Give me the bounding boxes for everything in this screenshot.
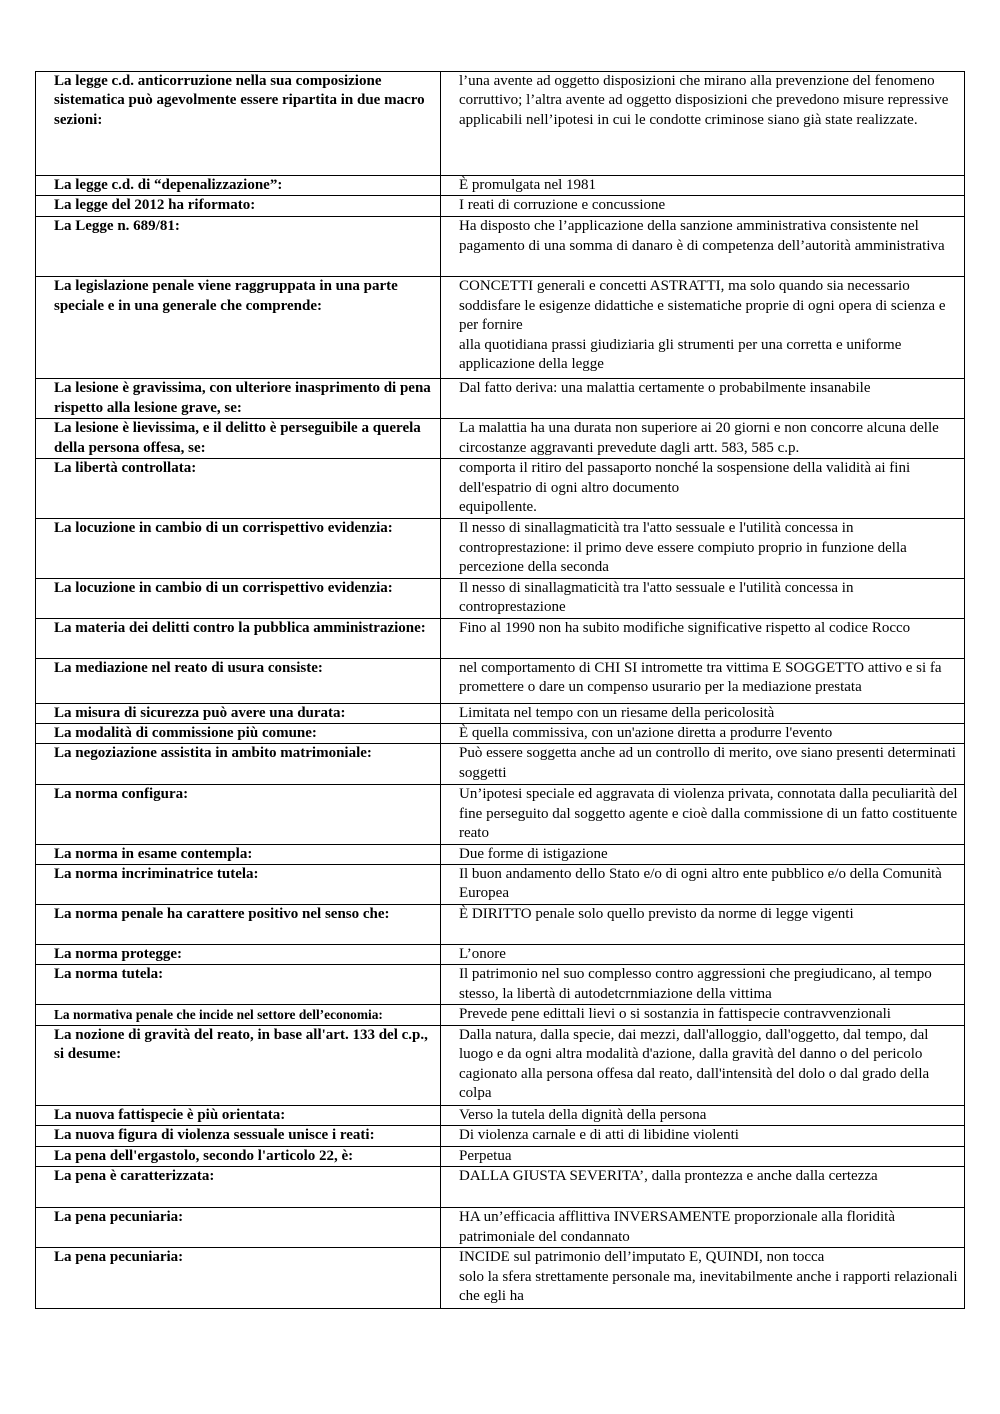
answer-cell: Verso la tutela della dignità della persona [441, 1105, 965, 1125]
question-cell: La locuzione in cambio di un corrispettivo evidenzia: [36, 578, 441, 618]
answer-cell: Il patrimonio nel suo complesso contro aggressioni che pregiudicano, al tempo stesso, la libertà di autodetcrnmiazione della vittima [441, 965, 965, 1005]
table-row [36, 379, 965, 419]
table-row [36, 196, 965, 217]
answer-cell: È promulgata nel 1981 [441, 176, 965, 196]
question-cell: La pena è caratterizzata: [36, 1167, 441, 1208]
answer-cell: Il nesso di sinallagmaticità tra l'atto sessuale e l'utilità concessa in controprestazione: il primo deve essere compiuto proprio in funzione della percezione della seconda [441, 519, 965, 578]
answer-cell: Dalla natura, dalla specie, dai mezzi, dall'alloggio, dall'oggetto, dal tempo, dal luogo e da ogni altra modalità d'azione, dalla gravità del danno o del pericolo cagionato alla persona offesa dal reato, dall'intensità del dolo o dal grado della colpa [441, 1025, 965, 1105]
question-cell: La modalità di commissione più comune: [36, 724, 441, 744]
table-row [36, 277, 965, 379]
question-cell: La legge c.d. anticorruzione nella sua composizione sistematica può agevolmente essere ripartita in due macro sezioni: [36, 72, 441, 176]
answer-cell: Il buon andamento dello Stato e/o di ogni altro ente pubblico e/o della Comunità Europea [441, 865, 965, 905]
answer-cell: Due forme di istigazione [441, 844, 965, 864]
answer-cell: È quella commissiva, con un'azione diretta a produrre l'evento [441, 724, 965, 744]
answer-cell: I reati di corruzione e concussione [441, 196, 965, 217]
question-cell: La Legge n. 689/81: [36, 217, 441, 277]
table-row [36, 724, 965, 744]
question-cell: La norma configura: [36, 785, 441, 844]
answer-cell: La malattia ha una durata non superiore ai 20 giorni e non concorre alcuna delle circostanze aggravanti prevedute dagli artt. 583, 585 c.p. [441, 419, 965, 459]
table-row [36, 965, 965, 1005]
qa-table [35, 71, 965, 1309]
table-row [36, 176, 965, 196]
table-row [36, 1126, 965, 1146]
question-cell: La lesione è lievissima, e il delitto è perseguibile a querela della persona offesa, se: [36, 419, 441, 459]
question-cell: La misura di sicurezza può avere una durata: [36, 703, 441, 723]
question-cell: La materia dei delitti contro la pubblica amministrazione: [36, 618, 441, 658]
question-cell: La nuova figura di violenza sessuale unisce i reati: [36, 1126, 441, 1146]
question-cell: La norma in esame contempla: [36, 844, 441, 864]
answer-cell: Il nesso di sinallagmaticità tra l'atto sessuale e l'utilità concessa in controprestazione [441, 578, 965, 618]
question-cell: La norma incriminatrice tutela: [36, 865, 441, 905]
question-cell: La pena dell'ergastolo, secondo l'articolo 22, è: [36, 1146, 441, 1166]
table-row [36, 865, 965, 905]
question-cell: La norma penale ha carattere positivo nel senso che: [36, 905, 441, 945]
table-row [36, 519, 965, 578]
answer-cell: l’una avente ad oggetto disposizioni che mirano alla prevenzione del fenomeno corruttivo; l’altra avente ad oggetto disposizioni che prevedono misure repressive applicabili nell’ipotesi in cui le condotte criminose siano già state realizzate. [441, 72, 965, 176]
question-cell: La mediazione nel reato di usura consiste: [36, 658, 441, 703]
table-row [36, 1005, 965, 1025]
answer-cell: L’onore [441, 945, 965, 965]
answer-cell: Può essere soggetta anche ad un controllo di merito, ove siano presenti determinati soggetti [441, 744, 965, 785]
table-row [36, 72, 965, 176]
table-row [36, 459, 965, 519]
question-cell: La locuzione in cambio di un corrispettivo evidenzia: [36, 519, 441, 578]
table-row [36, 744, 965, 785]
answer-cell: Un’ipotesi speciale ed aggravata di violenza privata, connotata dalla peculiarità del fine perseguito dal soggetto agente e cioè dalla commissione di un fatto costituente reato [441, 785, 965, 844]
question-cell: La nozione di gravità del reato, in base all'art. 133 del c.p., si desume: [36, 1025, 441, 1105]
question-cell: La legislazione penale viene raggruppata in una parte speciale e in una generale che comprende: [36, 277, 441, 379]
table-row [36, 419, 965, 459]
question-cell: La nuova fattispecie è più orientata: [36, 1105, 441, 1125]
table-row [36, 1248, 965, 1309]
question-cell: La libertà controllata: [36, 459, 441, 519]
table-row [36, 1146, 965, 1166]
table-row [36, 217, 965, 277]
question-cell: La legge del 2012 ha riformato: [36, 196, 441, 217]
table-row [36, 785, 965, 844]
table-row [36, 578, 965, 618]
table-row [36, 618, 965, 658]
table-row [36, 905, 965, 945]
table-row [36, 658, 965, 703]
question-cell: La legge c.d. di “depenalizzazione”: [36, 176, 441, 196]
answer-cell: Fino al 1990 non ha subito modifiche significative rispetto al codice Rocco [441, 618, 965, 658]
answer-cell: DALLA GIUSTA SEVERITA’, dalla prontezza e anche dalla certezza [441, 1167, 965, 1208]
answer-cell: Prevede pene edittali lievi o si sostanzia in fattispecie contravvenzionali [441, 1005, 965, 1025]
answer-cell: Di violenza carnale e di atti di libidine violenti [441, 1126, 965, 1146]
answer-cell: CONCETTI generali e concetti ASTRATTI, ma solo quando sia necessario soddisfare le esigenze didattiche e sistematiche proprie di ogni opera di scienza e per fornire alla quotidiana prassi giudiziaria gli strumenti per una corretta e uniforme applicazione della legge [441, 277, 965, 379]
table-row [36, 945, 965, 965]
table-row [36, 1025, 965, 1105]
answer-cell: Perpetua [441, 1146, 965, 1166]
table-row [36, 844, 965, 864]
question-cell: La norma protegge: [36, 945, 441, 965]
answer-cell: Ha disposto che l’applicazione della sanzione amministrativa consistente nel pagamento di una somma di danaro è di competenza dell’autorità amministrativa [441, 217, 965, 277]
question-cell: La normativa penale che incide nel settore dell’economia: [36, 1005, 441, 1025]
question-cell: La pena pecuniaria: [36, 1208, 441, 1248]
question-cell: La pena pecuniaria: [36, 1248, 441, 1309]
table-row [36, 1105, 965, 1125]
answer-cell: nel comportamento di CHI SI intromette tra vittima E SOGGETTO attivo e si fa promettere o dare un compenso usurario per la mediazione prestata [441, 658, 965, 703]
qa-table-body [36, 72, 965, 1309]
table-row [36, 703, 965, 723]
question-cell: La lesione è gravissima, con ulteriore inasprimento di pena rispetto alla lesione grave, se: [36, 379, 441, 419]
question-cell: La norma tutela: [36, 965, 441, 1005]
answer-cell: HA un’efficacia afflittiva INVERSAMENTE proporzionale alla floridità patrimoniale del condannato [441, 1208, 965, 1248]
answer-cell: È DIRITTO penale solo quello previsto da norme di legge vigenti [441, 905, 965, 945]
table-row [36, 1208, 965, 1248]
answer-cell: Dal fatto deriva: una malattia certamente o probabilmente insanabile [441, 379, 965, 419]
table-row [36, 1167, 965, 1208]
document-page [35, 71, 964, 1309]
answer-cell: Limitata nel tempo con un riesame della pericolosità [441, 703, 965, 723]
answer-cell: INCIDE sul patrimonio dell’imputato E, QUINDI, non tocca solo la sfera strettamente personale ma, inevitabilmente anche i rapporti relazionali che egli ha [441, 1248, 965, 1309]
question-cell: La negoziazione assistita in ambito matrimoniale: [36, 744, 441, 785]
answer-cell: comporta il ritiro del passaporto nonché la sospensione della validità ai fini dell'espatrio di ogni altro documento equipollente. [441, 459, 965, 519]
